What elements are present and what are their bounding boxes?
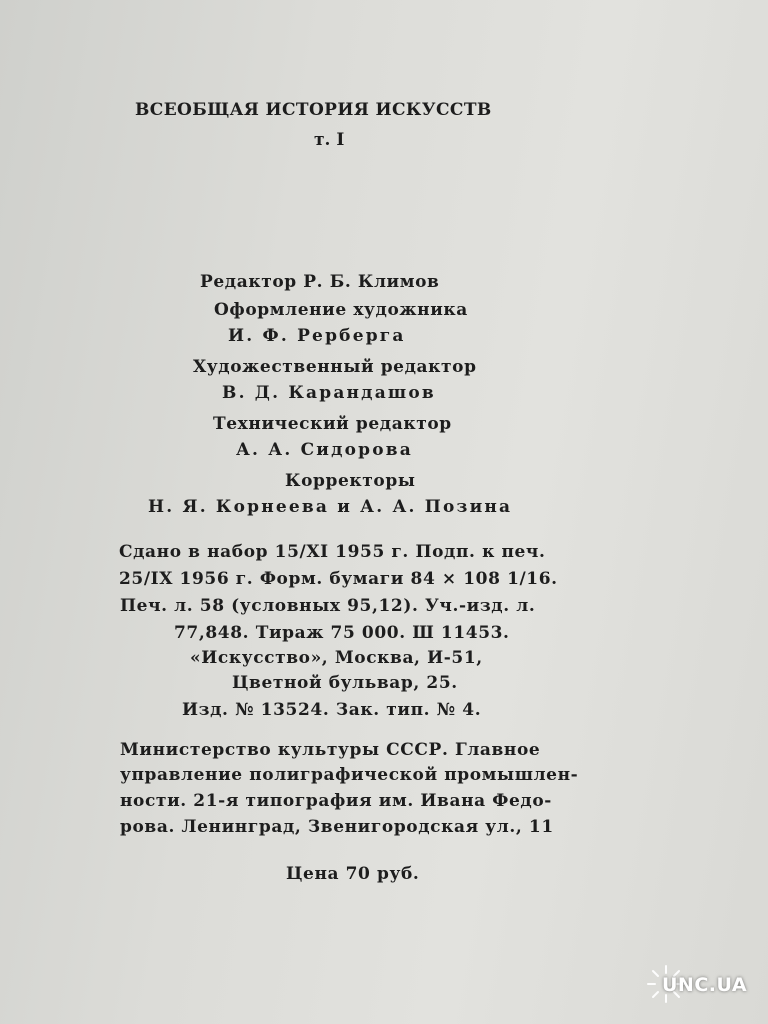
printer-line: управление полиграфической промышлен-: [120, 765, 579, 785]
printer-line: ности. 21-я типография им. Ивана Федо-: [120, 791, 552, 811]
watermark: [648, 960, 758, 1010]
watermark-text: UNC.UA: [662, 974, 748, 996]
printer-line: Министерство культуры СССР. Главное: [120, 740, 541, 760]
art-editor-name: В. Д. Карандашов: [222, 383, 436, 403]
tech-editor-name: А. А. Сидорова: [236, 440, 414, 460]
imprint-line: Цветной бульвар, 25.: [232, 673, 458, 693]
volume-number: т. I: [314, 130, 345, 150]
imprint-line: Печ. л. 58 (условных 95,12). Уч.-изд. л.: [120, 596, 536, 616]
tech-editor-label: Технический редактор: [213, 414, 452, 434]
printer-line: рова. Ленинград, Звенигородская ул., 11: [120, 817, 554, 837]
imprint-line: Сдано в набор 15/XI 1955 г. Подп. к печ.: [119, 542, 546, 562]
art-editor-label: Художественный редактор: [193, 357, 477, 377]
book-title: ВСЕОБЩАЯ ИСТОРИЯ ИСКУССТВ: [135, 100, 492, 120]
editor-credit: Редактор Р. Б. Климов: [200, 272, 440, 292]
imprint-line: Изд. № 13524. Зак. тип. № 4.: [182, 700, 482, 720]
correctors-names: Н. Я. Корнеева и А. А. Позина: [148, 497, 513, 517]
imprint-line: 77,848. Тираж 75 000. Ш 11453.: [174, 623, 510, 643]
imprint-line: «Искусство», Москва, И-51,: [190, 648, 483, 668]
correctors-label: Корректоры: [285, 471, 416, 491]
imprint-line: 25/IX 1956 г. Форм. бумаги 84 × 108 1/16.: [119, 569, 558, 589]
price: Цена 70 руб.: [286, 864, 420, 884]
design-credit-name: И. Ф. Рерберга: [228, 326, 406, 346]
design-credit-label: Оформление художника: [214, 300, 468, 320]
